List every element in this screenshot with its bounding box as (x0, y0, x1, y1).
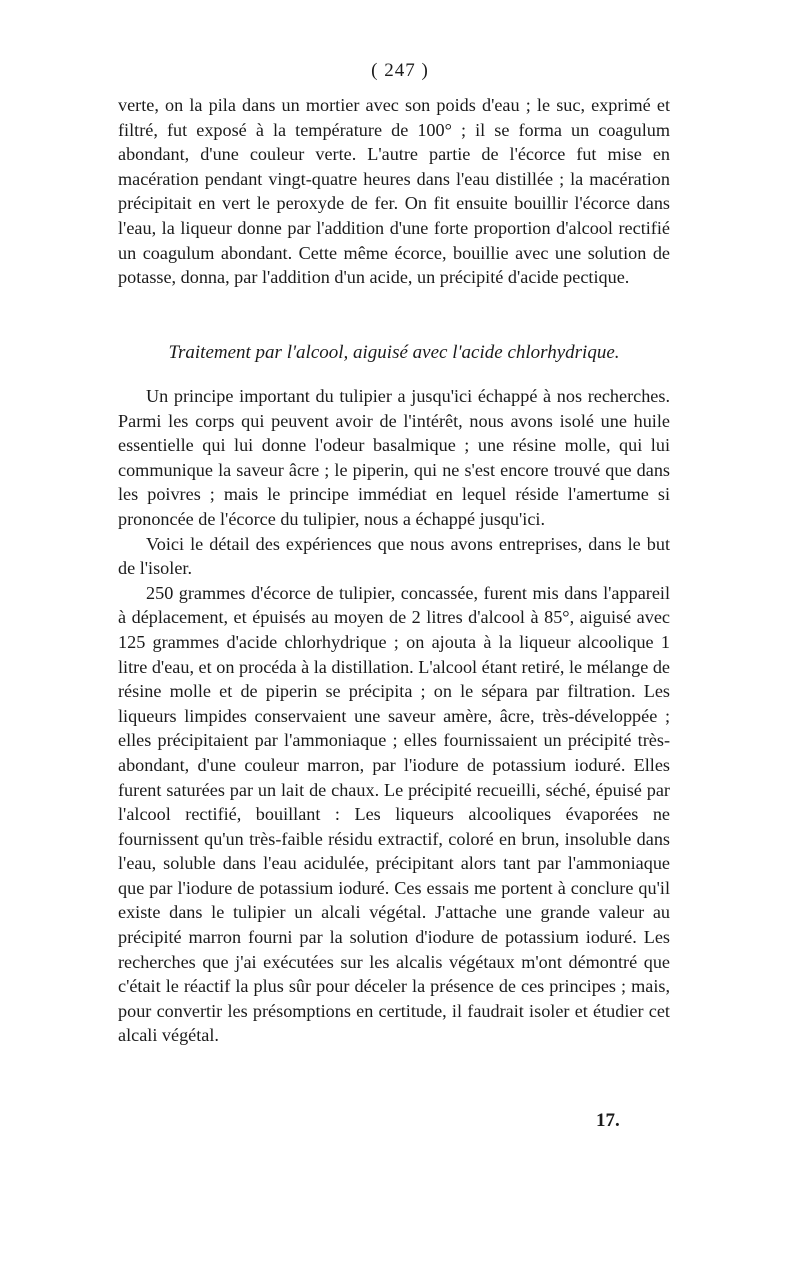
paragraph: Un principe important du tulipier a jusqu'ici échappé à nos recherches. Parmi les corps qui peuvent avoir de l'intérêt, nous avons isolé une huile essentielle qui lui donne l'odeur basalmique ; une résine molle, qui lui communique la saveur âcre ; le piperin, qui ne s'est encore trouvé que dans les poivres ; mais le principe immédiat en lequel réside l'amertume si prononcée de l'écorce du tulipier, nous a échappé jusqu'ici. (118, 386, 670, 529)
page-number: ( 247 ) (371, 60, 429, 81)
section-heading: Traitement par l'alcool, aiguisé avec l'acide chlorhydrique. (168, 342, 620, 363)
paragraph: verte, on la pila dans un mortier avec son poids d'eau ; le suc, exprimé et filtré, fut exposé à la température de 100° ; il se forma un coagulum abondant, d'une couleur verte. L'autre partie de l'écorce fut mise en macération pendant vingt-quatre heures dans l'eau distillée ; la macération précipitait en vert le peroxyde de fer. On fit ensuite bouillir l'écorce dans l'eau, la liqueur donne par l'addition d'une forte proportion d'alcool rectifié un coagulum abondant. Cette même écorce, bouillie avec une solution de potasse, donna, par l'addition d'un acide, un précipité d'acide pectique. (118, 95, 670, 288)
paragraph: 250 grammes d'écorce de tulipier, concassée, furent mis dans l'appareil à déplacement, et épuisés au moyen de 2 litres d'alcool à 85°, aiguisé avec 125 grammes d'acide chlorhydrique ; on ajouta à la liqueur alcoolique 1 litre d'eau, et on procéda à la distillation. L'alcool étant retiré, le mélange de résine molle et de piperin se précipita ; on le sépara par filtration. Les liqueurs limpides conservaient une saveur amère, âcre, très-développée ; elles précipitaient par l'ammoniaque ; elles fournissaient un précipité très-abondant, d'une couleur marron, par l'iodure de potassium ioduré. Elles furent saturées par un lait de chaux. Le précipité recueilli, séché, épuisé par l'alcool rectifié, bouillant : Les liqueurs alcooliques évaporées ne fournissent qu'un très-faible résidu extractif, coloré en brun, insoluble dans l'eau, soluble dans l'eau acidulée, précipitant alors tant par l'ammoniaque que par l'iodure de potassium ioduré. Ces essais me portent à conclure qu'il existe dans le tulipier un alcali végétal. J'attache une grande valeur au précipité marron fourni par la solution d'iodure de potassium ioduré. Les recherches que j'ai exécutées sur les alcalis végétaux m'ont démontré que c'était le réactif la plus sûr pour déceler la présence de ces principes ; mais, pour convertir les présomptions en certitude, il faudrait isoler et étudier cet alcali végétal. (118, 582, 670, 1046)
signature-mark: 17. (596, 1110, 620, 1131)
text-block-top (118, 93, 670, 290)
paragraph: Voici le détail des expériences que nous avons entreprises, dans le but de l'isoler. (118, 533, 670, 579)
text-block-main (118, 384, 670, 1048)
